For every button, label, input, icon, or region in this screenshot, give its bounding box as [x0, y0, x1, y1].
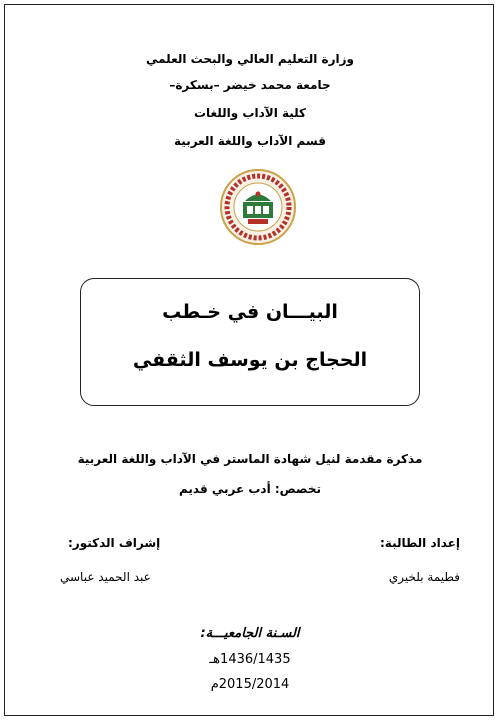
student-label: إعداد الطالبة: — [380, 536, 460, 550]
academic-year-label: السـنة الجامعيـــة: — [200, 626, 300, 641]
university-name: جامعة محمد خيضر –بسكرة– — [169, 78, 331, 92]
academic-year-gregorian: 2015/2014م — [210, 677, 290, 692]
ministry-name: وزارة التعليم العالي والبحث العلمي — [145, 52, 355, 66]
thesis-title-box — [80, 278, 420, 406]
student-name: فطيمة بلخيري — [388, 570, 460, 584]
specialization: تخصص: أدب عربي قديم — [178, 482, 322, 496]
supervisor-label: إشراف الدكتور: — [68, 536, 161, 550]
thesis-title-line-2: الحجاج بن يوسف الثقفي — [132, 349, 368, 371]
faculty-name: كلية الآداب واللغات — [193, 106, 307, 120]
memo-description: مذكرة مقدمة لنيل شهادة الماستر في الآداب واللغة العربية — [77, 452, 423, 466]
thesis-title-line-1: البيـــان في خـطب — [162, 301, 338, 323]
academic-year-hijri: 1436/1435هـ — [209, 652, 291, 667]
department-name: قسم الآداب واللغة العربية — [174, 134, 326, 148]
supervisor-name: عبد الحميد عباسي — [60, 570, 151, 584]
university-emblem-icon — [219, 168, 297, 246]
